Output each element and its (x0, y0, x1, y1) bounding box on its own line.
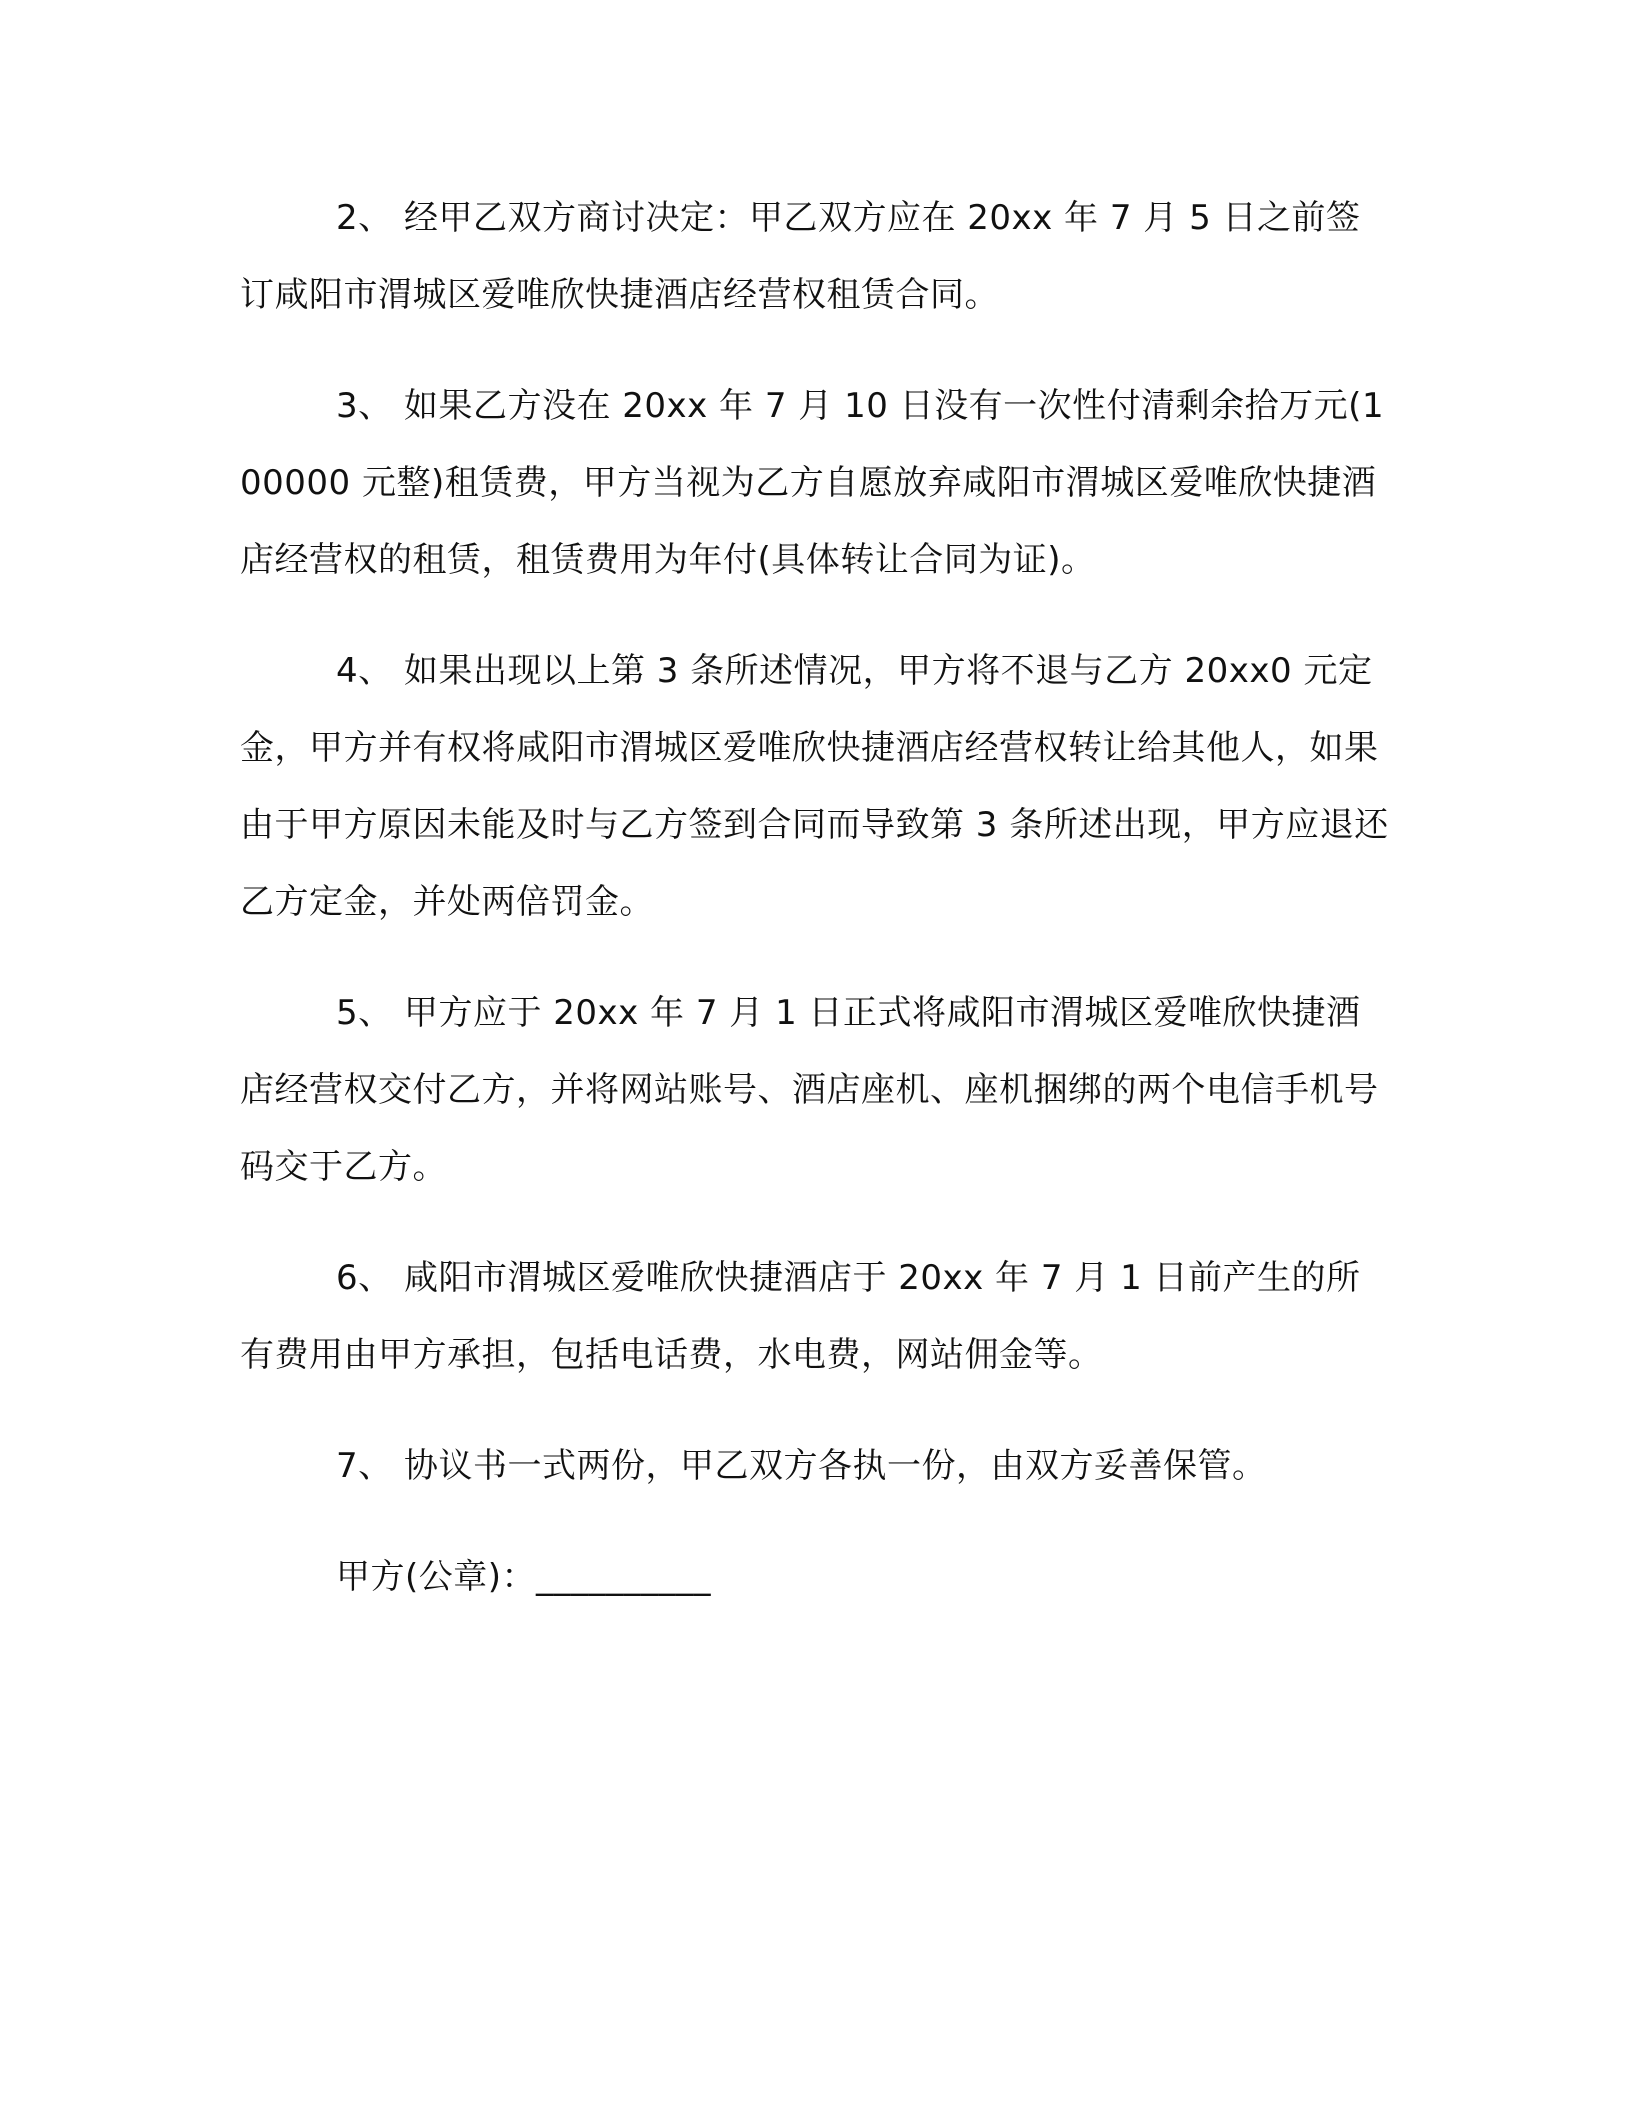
signature-blank: __________ (536, 1557, 712, 1597)
clause-5: 5、 甲方应于 20xx 年 7 月 1 日正式将咸阳市渭城区爱唯欣快捷酒店经营权交付乙方，并将网站账号、酒店座机、座机捆绑的两个电信手机号码交于乙方。 (240, 993, 1379, 1187)
document-body (240, 180, 1390, 1616)
clause-2: 2、 经甲乙双方商讨决定：甲乙双方应在 20xx 年 7 月 5 日之前签订咸阳市渭城区爱唯欣快捷酒店经营权租赁合同。 (240, 198, 1361, 315)
clause-7: 7、 协议书一式两份，甲乙双方各执一份，由双方妥善保管。 (336, 1446, 1267, 1486)
signature-label: 甲方(公章)： (336, 1557, 537, 1597)
clause-3: 3、 如果乙方没在 20xx 年 7 月 10 日没有一次性付清剩余拾万元(100000 元整)租赁费，甲方当视为乙方自愿放弃咸阳市渭城区爱唯欣快捷酒店经营权的租赁，租赁费用为年付(具体转让合同为证)。 (240, 386, 1385, 580)
clause-4: 4、 如果出现以上第 3 条所述情况，甲方将不退与乙方 20xx0 元定金，甲方并有权将咸阳市渭城区爱唯欣快捷酒店经营权转让给其他人，如果由于甲方原因未能及时与乙方签到合同而导致第 3 条所述出现，甲方应退还乙方定金，并处两倍罚金。 (240, 651, 1389, 922)
signature-line (240, 1539, 1390, 1616)
clause-6: 6、 咸阳市渭城区爱唯欣快捷酒店于 20xx 年 7 月 1 日前产生的所有费用由甲方承担，包括电话费，水电费，网站佣金等。 (240, 1258, 1361, 1375)
